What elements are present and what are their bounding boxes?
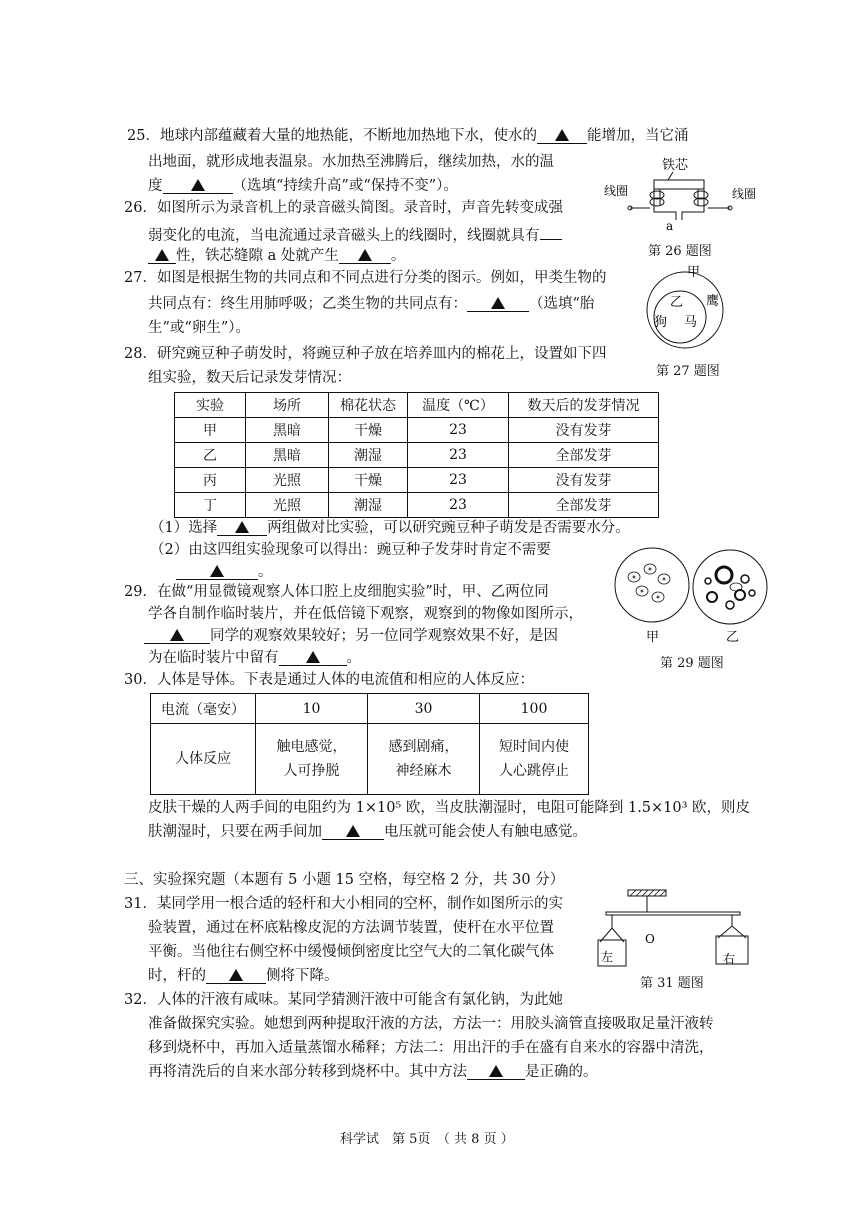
section-heading: 三、实验探究题（本题有 5 小题 15 空格，每空格 2 分，共 30 分） bbox=[124, 872, 565, 888]
page-footer: 科学试 第 5页 （ 共 8 页 ） bbox=[340, 1132, 514, 1147]
table-cell: 丙 bbox=[175, 468, 246, 493]
horse-label: 马 bbox=[684, 315, 698, 330]
table-cell: 23 bbox=[408, 493, 509, 518]
table-cell: 潮湿 bbox=[329, 493, 408, 518]
current-table bbox=[150, 693, 589, 795]
q25-line3: 度 （选填“持续升高”或“保持不变”）。 bbox=[148, 178, 458, 194]
answer-blank[interactable] bbox=[217, 518, 267, 536]
classification-diagram bbox=[640, 262, 730, 354]
triangle-icon bbox=[346, 825, 360, 837]
q27-line2: 共同点有：终生用肺呼吸；乙类生物的共同点有： （选填“胎 bbox=[148, 296, 595, 312]
table-header-row bbox=[151, 694, 589, 724]
q31-line3: 平衡。当他往右侧空杯中缓慢倾倒密度比空气大的二氧化碳气体 bbox=[148, 944, 554, 960]
triangle-icon bbox=[358, 249, 372, 261]
table-cell: 23 bbox=[408, 418, 509, 443]
q29-line2: 学各自制作临时装片，并在低倍镜下观察，观察到的物像如图所示， bbox=[148, 606, 583, 622]
table-header: 30 bbox=[368, 694, 480, 724]
q28-line1: 28．研究豌豆种子萌发时，将豌豆种子放在培养皿内的棉花上，设置如下四 bbox=[124, 346, 607, 362]
answer-blank[interactable] bbox=[279, 648, 347, 666]
answer-blank[interactable] bbox=[206, 966, 266, 984]
balance-lever-diagram bbox=[592, 886, 752, 974]
table-header: 场所 bbox=[246, 393, 329, 418]
q26-line2: 弱变化的电流，当电流通过录音磁头上的线圈时，线圈就具有 bbox=[148, 222, 562, 246]
q28-sub2-cont: 。 bbox=[176, 562, 273, 582]
table-cell: 触电感觉， 人可挣脱 bbox=[256, 724, 368, 795]
q29-line4: 为在临时装片中留有 。 bbox=[148, 650, 361, 666]
q31-line1: 31．某同学用一根合适的轻杆和大小相同的空杯，制作如图所示的实 bbox=[124, 896, 563, 912]
q25-line2: 出地面，就形成地表温泉。水加热至沸腾后，继续加热，水的温 bbox=[148, 154, 554, 170]
table-header: 温度（℃） bbox=[408, 393, 509, 418]
table-cell: 23 bbox=[408, 468, 509, 493]
table-header: 棉花状态 bbox=[329, 393, 408, 418]
figure-caption: 第 31 题图 bbox=[640, 976, 704, 991]
q31-line2: 验装置，通过在杯底粘橡皮泥的方法调节装置，使杆在水平位置 bbox=[148, 920, 554, 936]
table-cell: 干燥 bbox=[329, 468, 408, 493]
answer-blank[interactable] bbox=[339, 246, 391, 264]
table-row bbox=[151, 724, 589, 795]
q28-line2: 组实验，数天后记录发芽情况： bbox=[148, 370, 351, 386]
table-row bbox=[175, 468, 659, 493]
q32-line3: 移到烧杯中，再加入适量蒸馏水稀释；方法二：用出汗的手在盛有自来水的容器中清洗， bbox=[148, 1040, 714, 1056]
coil-left-label: 线圈 bbox=[604, 184, 629, 198]
triangle-icon bbox=[491, 297, 505, 309]
core-label: 铁芯 bbox=[662, 158, 689, 173]
answer-blank[interactable] bbox=[148, 246, 176, 264]
triangle-icon bbox=[191, 179, 205, 191]
answer-blank[interactable] bbox=[322, 822, 384, 840]
table-header: 100 bbox=[480, 694, 589, 724]
triangle-icon bbox=[306, 651, 320, 663]
answer-blank[interactable] bbox=[144, 626, 210, 644]
table-cell: 甲 bbox=[175, 418, 246, 443]
coil-right-label: 线圈 bbox=[732, 187, 757, 201]
q28-sub1: （1）选择 两组做对比实验，可以研究豌豆种子萌发是否需要水分。 bbox=[150, 520, 630, 536]
table-cell: 光照 bbox=[246, 493, 329, 518]
figure-caption: 第 27 题图 bbox=[656, 364, 720, 379]
q26-line1: 26．如图所示为录音机上的录音磁头简图。录音时，声音先转变成强 bbox=[124, 200, 563, 216]
table-cell: 短时间内使 人心跳停止 bbox=[480, 724, 589, 795]
eagle-label: 鹰 bbox=[706, 294, 720, 309]
pivot-label: O bbox=[645, 932, 655, 946]
table-header-row bbox=[175, 393, 659, 418]
q30-line1: 30．人体是导体。下表是通过人体的电流值和相应的人体反应： bbox=[124, 672, 534, 688]
table-header: 10 bbox=[256, 694, 368, 724]
table-row bbox=[175, 443, 659, 468]
triangle-icon bbox=[229, 969, 243, 981]
class-yi-label: 乙 bbox=[670, 295, 684, 310]
q27-line3: 生”或“卵生”）。 bbox=[148, 320, 250, 336]
q32-line1: 32．人体的汗液有咸味。某同学猜测汗液中可能含有氯化钠，为此她 bbox=[124, 992, 563, 1008]
class-jia-label: 甲 bbox=[687, 265, 701, 280]
table-cell: 干燥 bbox=[329, 418, 408, 443]
answer-blank[interactable] bbox=[540, 222, 562, 240]
triangle-icon bbox=[235, 521, 249, 533]
table-cell: 全部发芽 bbox=[509, 493, 659, 518]
table-cell: 没有发芽 bbox=[509, 418, 659, 443]
table-cell: 23 bbox=[408, 443, 509, 468]
table-header: 实验 bbox=[175, 393, 246, 418]
gap-label: a bbox=[666, 219, 674, 233]
answer-blank[interactable] bbox=[537, 126, 587, 144]
table-cell: 光照 bbox=[246, 468, 329, 493]
table-header: 数天后的发芽情况 bbox=[509, 393, 659, 418]
triangle-icon bbox=[555, 129, 569, 141]
q25-line1: 25．地球内部蕴藏着大量的地热能，不断地加热地下水，使水的 能增加，当它涌 bbox=[127, 128, 689, 144]
table-cell: 没有发芽 bbox=[509, 468, 659, 493]
q32-line2: 准备做探究实验。她想到两种提取汗液的方法，方法一：用胶头滴管直接吸取足量汗液转 bbox=[148, 1016, 714, 1032]
table-cell: 人体反应 bbox=[151, 724, 256, 795]
q29-line3: 同学的观察效果较好；另一位同学观察效果不好，是因 bbox=[144, 626, 558, 646]
q28-sub2: （2）由这四组实验现象可以得出：豌豆种子发芽时肯定不需要 bbox=[150, 542, 551, 558]
right-cup-label: 右 bbox=[723, 952, 736, 966]
table-cell: 黑暗 bbox=[246, 418, 329, 443]
triangle-icon bbox=[155, 249, 169, 261]
table-row bbox=[175, 493, 659, 518]
figure-caption: 第 26 题图 bbox=[648, 244, 712, 259]
table-header: 电流（毫安） bbox=[151, 694, 256, 724]
q30-para1: 皮肤干燥的人两手间的电阻约为 1×10⁵ 欧，当皮肤潮湿时，电阻可能降到 1.5×10³ 欧，则皮 bbox=[148, 800, 751, 816]
left-cup-label: 左 bbox=[601, 950, 614, 964]
table-cell: 乙 bbox=[175, 443, 246, 468]
table-cell: 黑暗 bbox=[246, 443, 329, 468]
triangle-icon bbox=[210, 565, 224, 577]
fig29-right-label: 乙 bbox=[726, 630, 740, 645]
q26-line3: 性，铁芯缝隙 a 处就产生 。 bbox=[148, 246, 405, 266]
microscope-view-diagram bbox=[612, 545, 772, 645]
dog-label: 狗 bbox=[654, 315, 668, 330]
triangle-icon bbox=[170, 629, 184, 641]
q27-line1: 27．如图是根据生物的共同点和不同点进行分类的图示。例如，甲类生物的 bbox=[124, 270, 607, 286]
q29-line1: 29．在做“用显微镜观察人体口腔上皮细胞实验”时，甲、乙两位同 bbox=[124, 584, 549, 600]
table-cell: 全部发芽 bbox=[509, 443, 659, 468]
table-cell: 丁 bbox=[175, 493, 246, 518]
q32-line4: 再将清洗后的自来水部分转移到烧杯中。其中方法 是正确的。 bbox=[148, 1064, 598, 1080]
answer-blank[interactable] bbox=[163, 176, 233, 194]
germination-table bbox=[174, 392, 659, 518]
answer-blank[interactable] bbox=[176, 562, 258, 580]
q31-line4: 时，杆的 侧将下降。 bbox=[148, 968, 339, 984]
figure-caption: 第 29 题图 bbox=[660, 656, 724, 671]
triangle-icon bbox=[489, 1065, 503, 1077]
table-cell: 感到剧痛， 神经麻木 bbox=[368, 724, 480, 795]
q30-para2: 肤潮湿时，只要在两手间加 电压就可能会使人有触电感觉。 bbox=[148, 824, 587, 840]
answer-blank[interactable] bbox=[467, 1062, 525, 1080]
table-row bbox=[175, 418, 659, 443]
answer-blank[interactable] bbox=[467, 294, 529, 312]
fig29-left-label: 甲 bbox=[646, 630, 660, 645]
table-cell: 潮湿 bbox=[329, 443, 408, 468]
